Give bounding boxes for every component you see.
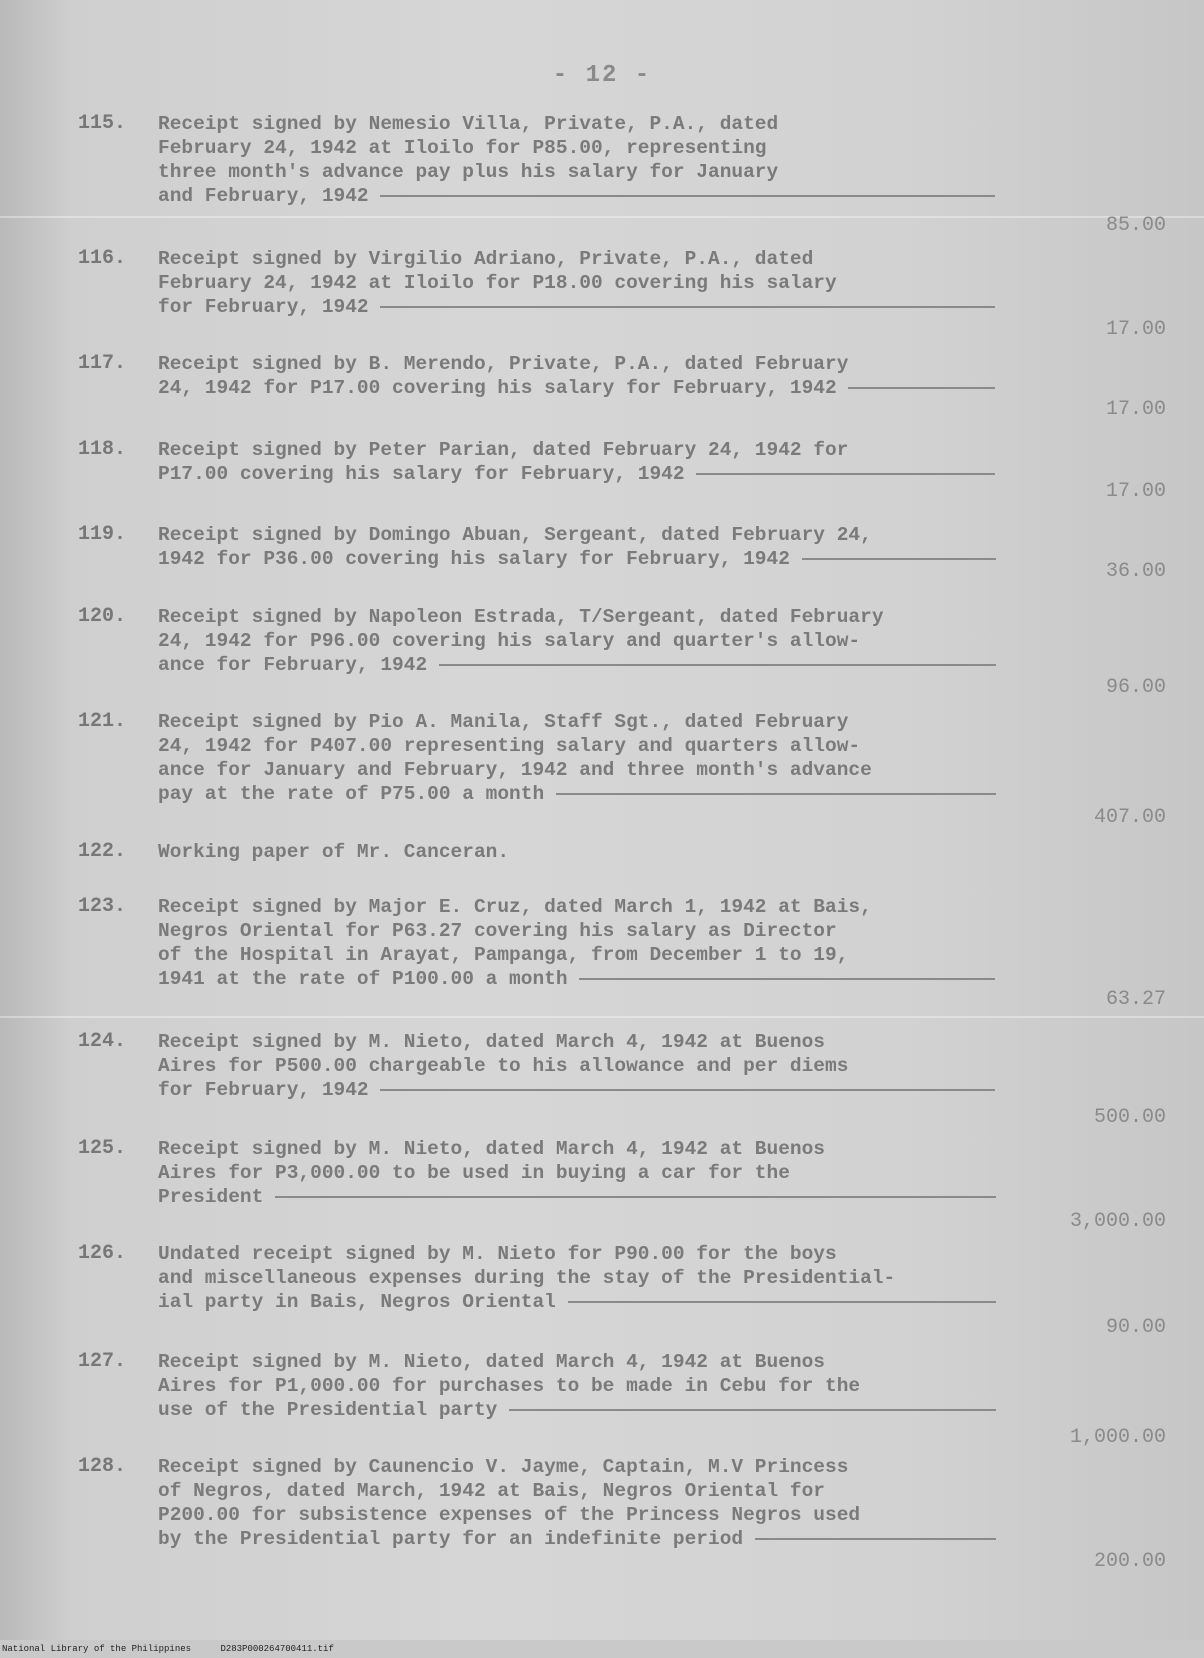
- entry-amount: 1,000.00: [1069, 1426, 1166, 1449]
- entry-line: Receipt signed by Caunencio V. Jayme, Captain, M.V Princess: [158, 1456, 849, 1478]
- entry-number: 126.: [78, 1242, 127, 1265]
- leader-line: [579, 978, 995, 980]
- leader-line: [439, 664, 996, 666]
- leader-line: [802, 558, 996, 560]
- entry-line: for February, 1942: [158, 1078, 998, 1102]
- entry-line: Negros Oriental for P63.27 covering his salary as Director: [158, 920, 837, 942]
- entry-line: Working paper of Mr. Canceran.: [158, 841, 510, 863]
- scan-footer: [2, 1644, 358, 1654]
- entry-line: for February, 1942: [158, 295, 998, 319]
- leader-line: [380, 195, 995, 197]
- entry-line: Receipt signed by M. Nieto, dated March 4, 1942 at Buenos: [158, 1031, 826, 1053]
- page-number: - 12 -: [552, 62, 652, 89]
- entry-line: of the Hospital in Arayat, Pampanga, from December 1 to 19,: [158, 944, 849, 966]
- entry-amount: 3,000.00: [1069, 1210, 1166, 1233]
- entry-line: February 24, 1942 at Iloilo for P18.00 covering his salary: [158, 272, 837, 294]
- entry-line: ial party in Bais, Negros Oriental: [158, 1290, 998, 1314]
- leader-line: [509, 1409, 996, 1411]
- entry-amount: 17.00: [1105, 480, 1166, 503]
- leader-line: [568, 1301, 996, 1303]
- entry-amount: 90.00: [1105, 1316, 1166, 1339]
- entry-line: 24, 1942 for P407.00 representing salary and quarters allow-: [158, 735, 861, 757]
- entry-description: [158, 352, 998, 400]
- entry-line: Receipt signed by Virgilio Adriano, Private, P.A., dated: [158, 248, 814, 270]
- entry-line: pay at the rate of P75.00 a month: [158, 782, 998, 806]
- leader-line: [848, 387, 995, 389]
- entry-number: 128.: [78, 1455, 127, 1478]
- entry-number: 121.: [78, 710, 127, 733]
- entry-line: 1942 for P36.00 covering his salary for February, 1942: [158, 547, 998, 571]
- entry-line: three month's advance pay plus his salary for January: [158, 161, 779, 183]
- entry-amount: 17.00: [1105, 398, 1166, 421]
- entry-description: [158, 247, 998, 319]
- entry-description: [158, 1242, 998, 1314]
- leader-line: [696, 473, 995, 475]
- entry-line: 24, 1942 for P17.00 covering his salary for February, 1942: [158, 376, 998, 400]
- entry-number: 118.: [78, 438, 127, 461]
- entry-number: 119.: [78, 523, 127, 546]
- entry-description: [158, 710, 998, 806]
- entry-amount: 407.00: [1093, 806, 1166, 829]
- entry-line: by the Presidential party for an indefinite period: [158, 1527, 998, 1551]
- entry-line: Aires for P3,000.00 to be used in buying a car for the: [158, 1162, 790, 1184]
- entry-amount: 36.00: [1105, 560, 1166, 583]
- entry-line: Receipt signed by Napoleon Estrada, T/Sergeant, dated February: [158, 606, 884, 628]
- footer-library: National Library of the Philippines: [2, 1644, 192, 1654]
- footer-filename: D283P000264700411.tif: [220, 1644, 334, 1654]
- entry-line: Receipt signed by Major E. Cruz, dated March 1, 1942 at Bais,: [158, 896, 872, 918]
- entry-amount: 200.00: [1093, 1550, 1166, 1573]
- entry-line: Aires for P500.00 chargeable to his allowance and per diems: [158, 1055, 849, 1077]
- scan-artifact: [0, 1016, 1204, 1018]
- entry-description: [158, 1455, 998, 1551]
- entry-description: [158, 1350, 998, 1422]
- entry-line: Receipt signed by Nemesio Villa, Private, P.A., dated: [158, 113, 779, 135]
- entry-description: [158, 1137, 998, 1209]
- entry-line: Undated receipt signed by M. Nieto for P90.00 for the boys: [158, 1243, 837, 1265]
- entry-amount: 500.00: [1093, 1106, 1166, 1129]
- entry-description: [158, 895, 998, 991]
- scan-artifact: [0, 216, 1204, 218]
- entry-line: President: [158, 1185, 998, 1209]
- entry-number: 124.: [78, 1030, 127, 1053]
- entry-line: 24, 1942 for P96.00 covering his salary and quarter's allow-: [158, 630, 861, 652]
- entry-number: 122.: [78, 840, 127, 863]
- entry-line: of Negros, dated March, 1942 at Bais, Negros Oriental for: [158, 1480, 826, 1502]
- entry-description: [158, 1030, 998, 1102]
- entry-number: 127.: [78, 1350, 127, 1373]
- leader-line: [556, 793, 996, 795]
- entry-number: 123.: [78, 895, 127, 918]
- entry-line: Receipt signed by Pio A. Manila, Staff Sgt., dated February: [158, 711, 849, 733]
- entry-description: [158, 523, 998, 571]
- entry-line: Receipt signed by M. Nieto, dated March 4, 1942 at Buenos: [158, 1138, 826, 1160]
- leader-line: [275, 1196, 996, 1198]
- entry-amount: 17.00: [1105, 318, 1166, 341]
- entry-number: 125.: [78, 1137, 127, 1160]
- entry-line: Receipt signed by M. Nieto, dated March 4, 1942 at Buenos: [158, 1351, 826, 1373]
- leader-line: [380, 1089, 995, 1091]
- entry-line: ance for January and February, 1942 and three month's advance: [158, 759, 872, 781]
- entry-description: [158, 840, 998, 864]
- entry-line: P200.00 for subsistence expenses of the Princess Negros used: [158, 1504, 861, 1526]
- entry-line: Receipt signed by B. Merendo, Private, P.A., dated February: [158, 353, 849, 375]
- entry-line: and miscellaneous expenses during the stay of the Presidential-: [158, 1267, 896, 1289]
- entry-line: 1941 at the rate of P100.00 a month: [158, 967, 998, 991]
- entry-amount: 63.27: [1105, 988, 1166, 1011]
- entry-line: and February, 1942: [158, 184, 998, 208]
- entry-line: Aires for P1,000.00 for purchases to be made in Cebu for the: [158, 1375, 861, 1397]
- entry-line: use of the Presidential party: [158, 1398, 998, 1422]
- entry-line: Receipt signed by Peter Parian, dated February 24, 1942 for: [158, 439, 849, 461]
- entry-number: 120.: [78, 605, 127, 628]
- entry-number: 117.: [78, 352, 127, 375]
- leader-line: [380, 306, 995, 308]
- entry-number: 115.: [78, 112, 127, 135]
- entry-number: 116.: [78, 247, 127, 270]
- entry-description: [158, 438, 998, 486]
- entry-description: [158, 112, 998, 208]
- entry-line: February 24, 1942 at Iloilo for P85.00, representing: [158, 137, 767, 159]
- entry-line: Receipt signed by Domingo Abuan, Sergeant, dated February 24,: [158, 524, 872, 546]
- entry-description: [158, 605, 998, 677]
- entry-amount: 85.00: [1105, 214, 1166, 237]
- entry-line: P17.00 covering his salary for February, 1942: [158, 462, 998, 486]
- leader-line: [755, 1538, 996, 1540]
- entry-line: ance for February, 1942: [158, 653, 998, 677]
- entry-amount: 96.00: [1105, 676, 1166, 699]
